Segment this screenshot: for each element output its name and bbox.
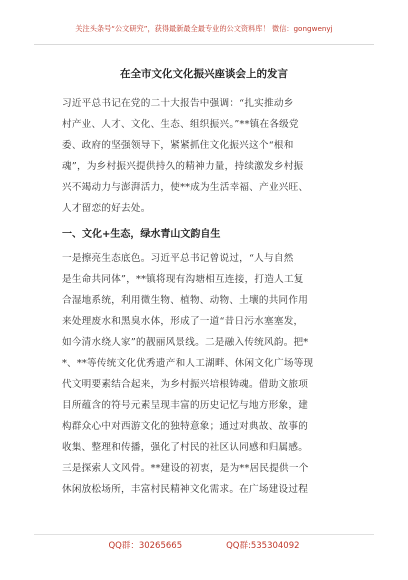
paragraph-line: 习近平总书记在党的二十大报告中强调：“扎实推动乡 <box>62 98 294 109</box>
header-divider <box>34 44 374 45</box>
footer-divider <box>34 534 374 535</box>
section-heading: 一、文化+生态，绿水青山文韵自生 <box>62 229 221 240</box>
paragraph-line: 休闲放松场所，丰富村民精神文化需求。在广场建设过程 <box>62 484 309 495</box>
paragraph-line: 魂”，为乡村振兴提供持久的精神力量，持续激发乡村振 <box>62 161 304 172</box>
paragraph-line: 构群众心中对西游文化的独特意象；通过对典故、故事的 <box>62 421 309 432</box>
footer-contacts <box>0 540 408 552</box>
paragraph-line: 如今清水绕人家”的靓丽风景线。二是融入传统风韵。把* <box>62 337 309 348</box>
paragraph-line: 是生命共同体”，**镇将现有沟塘相互连接，打造人工复 <box>62 274 304 285</box>
paragraph-line: 三是探索人文风骨。**建设的初衷，是为**居民提供一个 <box>62 463 309 474</box>
paragraph-line: 合湿地系统，利用微生物、植物、动物、土壤的共同作用 <box>62 295 309 306</box>
paragraph-line: 代文明要素结合起来，为乡村振兴培根铸魂。借助文旅项 <box>62 379 309 390</box>
paragraph-line: 村产业、人才、文化、生态、组织振兴。”**镇在各级党 <box>62 119 299 130</box>
paragraph-line: 一是擦亮生态底色。习近平总书记曾说过，“人与自然 <box>62 253 294 264</box>
paragraph-line: 兴不竭动力与澎湃活力，使**成为生活幸福、产业兴旺、 <box>62 182 309 193</box>
paragraph-line: *、**等传统文化优秀遗产和人工湖畔、休闲文化广场等现 <box>62 358 314 369</box>
footer-qq-group-1: QQ群：30265665 <box>108 541 183 551</box>
footer-qq-group-2: QQ群:535304092 <box>226 541 300 551</box>
document-title: 在全市文化文化振兴座谈会上的发言 <box>120 68 288 80</box>
section-1-paragraph <box>62 248 360 500</box>
paragraph-line: 人才留恋的好去处。 <box>62 203 151 214</box>
paragraph-line: 来处理废水和黑臭水体，形成了一道“昔日污水塞塞发， <box>62 316 304 327</box>
paragraph-line: 收集、整理和传播，强化了村民的社区认同感和归属感。 <box>62 442 309 453</box>
header-promo-note: 关注头条号“公文研究”，获得最新最全最专业的公文资料库！ 微信：gongwenyj <box>75 24 333 33</box>
intro-paragraph <box>62 93 360 219</box>
paragraph-line: 委、政府的坚强领导下，紧紧抓住文化振兴这个“根和 <box>62 140 294 151</box>
paragraph-line: 目所蕴含的符号元素呈现丰富的历史记忆与地方形象，建 <box>62 400 309 411</box>
